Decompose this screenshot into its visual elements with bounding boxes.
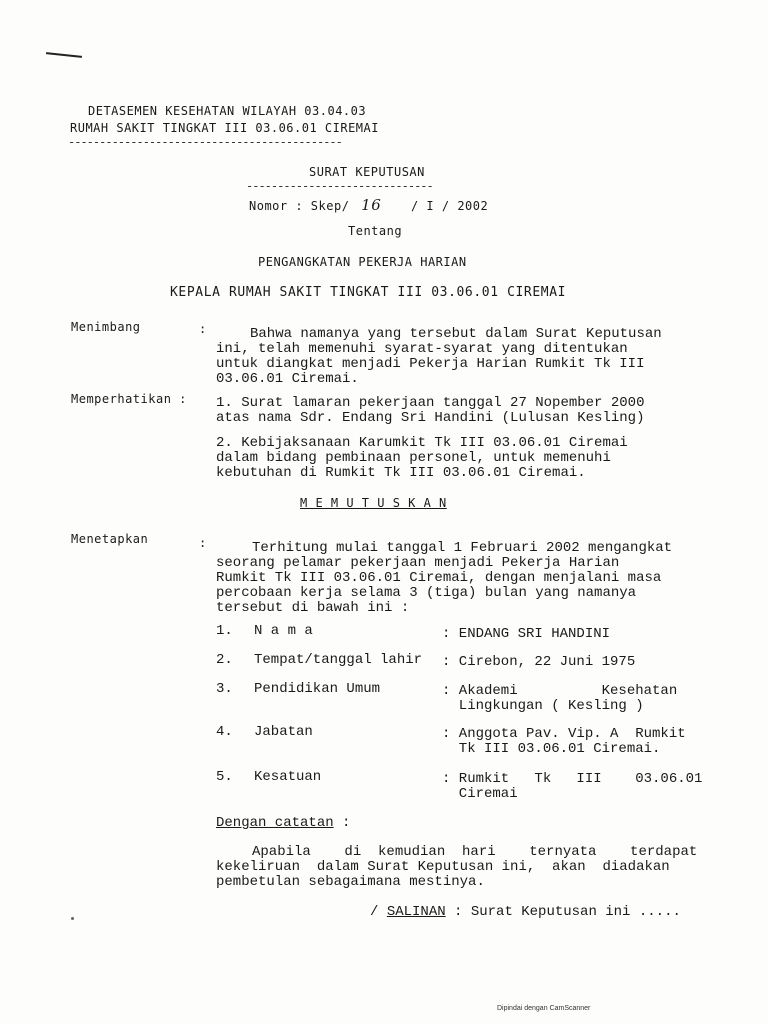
detail-value	[442, 727, 686, 757]
catatan-label: Dengan catatan	[216, 815, 334, 831]
menimbang-line: ini, telah memenuhi syarat-syarat yang ditentukan	[216, 341, 628, 357]
menimbang-line: 03.06.01 Ciremai.	[216, 371, 359, 387]
memperhatikan-line: kebutuhan di Rumkit Tk III 03.06.01 Ciremai.	[216, 465, 586, 481]
subject-title: PENGANGKATAN PEKERJA HARIAN	[258, 255, 467, 269]
detail-value-line: Ciremai	[442, 786, 518, 802]
nomor-handwritten: 16	[361, 196, 382, 214]
detail-value: : Cirebon, 22 Juni 1975	[442, 654, 636, 670]
detail-num: 4.	[216, 724, 233, 740]
detail-value-line: Lingkungan ( Kesling )	[442, 698, 644, 714]
salinan-slash: /	[370, 904, 379, 920]
issuer-title: KEPALA RUMAH SAKIT TINGKAT III 03.06.01 CIREMAI	[170, 285, 567, 300]
detail-num: 1.	[216, 623, 233, 639]
catatan-line: kekeliruan dalam Surat Keputusan ini, akan diadakan	[216, 859, 670, 875]
salinan-text: : Surat Keputusan ini .....	[454, 904, 681, 920]
catatan-heading	[216, 815, 350, 831]
detail-label: Jabatan	[254, 724, 313, 740]
menimbang-line: untuk diangkat menjadi Pekerja Harian Rumkit Tk III	[216, 356, 645, 372]
header-rule: --------------------------------------------	[68, 135, 342, 149]
detail-value	[442, 772, 702, 802]
memperhatikan-line: dalam bidang pembinaan personel, untuk memenuhi	[216, 450, 611, 466]
title-rule: ------------------------------	[246, 179, 433, 193]
nomor-suffix: / I / 2002	[410, 199, 489, 213]
menetapkan-line: seorang pelamar pekerjaan menjadi Pekerja Harian	[216, 555, 620, 571]
document-title: SURAT KEPUTUSAN	[309, 165, 425, 179]
menetapkan-body	[216, 541, 700, 616]
memperhatikan-line: atas nama Sdr. Endang Sri Handini (Lulusan Kesling)	[216, 410, 645, 426]
detail-value	[442, 684, 677, 714]
memperhatikan-line: 2. Kebijaksanaan Karumkit Tk III 03.06.01 Ciremai	[216, 435, 628, 451]
catatan-body	[216, 845, 704, 890]
detail-value-line: : Rumkit Tk III 03.06.01	[442, 771, 703, 787]
menimbang-colon: :	[199, 322, 207, 336]
catatan-line: Apabila di kemudian hari ternyata terdapat	[252, 844, 698, 860]
menetapkan-line: tersebut di bawah ini :	[216, 600, 410, 616]
catatan-line: pembetulan sebagaimana mestinya.	[216, 874, 485, 890]
catatan-colon: :	[342, 815, 351, 831]
menetapkan-line: Terhitung mulai tanggal 1 Februari 2002 mengangkat	[252, 540, 673, 556]
menetapkan-label: Menetapkan	[71, 532, 149, 546]
detail-num: 5.	[216, 769, 233, 785]
detail-num: 3.	[216, 681, 233, 697]
salinan-line	[370, 904, 681, 920]
detail-label: Kesatuan	[254, 769, 322, 785]
detail-label: N a m a	[254, 623, 313, 639]
menetapkan-line: Rumkit Tk III 03.06.01 Ciremai, dengan menjalani masa	[216, 570, 662, 586]
scanner-footer: Dipindai dengan CamScanner	[497, 1005, 591, 1012]
memperhatikan-item-2	[216, 436, 700, 481]
detail-label: Tempat/tanggal lahir	[254, 652, 423, 668]
menimbang-line: Bahwa namanya yang tersebut dalam Surat Keputusan	[250, 326, 662, 342]
detail-num: 2.	[216, 652, 233, 668]
menimbang-label: Menimbang	[71, 320, 141, 334]
scan-dot	[71, 917, 74, 920]
detail-value-line: Tk III 03.06.01 Ciremai.	[442, 741, 661, 757]
salinan-label: SALINAN	[386, 904, 446, 920]
memperhatikan-label: Memperhatikan :	[71, 392, 187, 406]
header-line-1: DETASEMEN KESEHATAN WILAYAH 03.04.03	[88, 104, 367, 118]
detail-value: : ENDANG SRI HANDINI	[442, 626, 611, 642]
detail-value-line: : Akademi Kesehatan	[442, 683, 678, 699]
tentang-label: Tentang	[348, 224, 403, 238]
detail-value-line: : Anggota Pav. Vip. A Rumkit	[442, 726, 686, 742]
nomor-prefix: Nomor : Skep/	[249, 199, 350, 213]
menetapkan-colon: :	[199, 536, 207, 550]
detail-label: Pendidikan Umum	[254, 681, 381, 697]
nomor-line	[249, 196, 488, 214]
memperhatikan-item-1	[216, 396, 700, 426]
memperhatikan-line: 1. Surat lamaran pekerjaan tanggal 27 Nopember 2000	[216, 395, 645, 411]
memutuskan-heading: M E M U T U S K A N	[300, 496, 447, 510]
menetapkan-line: percobaan kerja selama 3 (tiga) bulan yang namanya	[216, 585, 637, 601]
scan-mark	[46, 52, 82, 58]
header-line-2: RUMAH SAKIT TINGKAT III 03.06.01 CIREMAI	[70, 121, 379, 135]
menimbang-body	[216, 327, 700, 387]
